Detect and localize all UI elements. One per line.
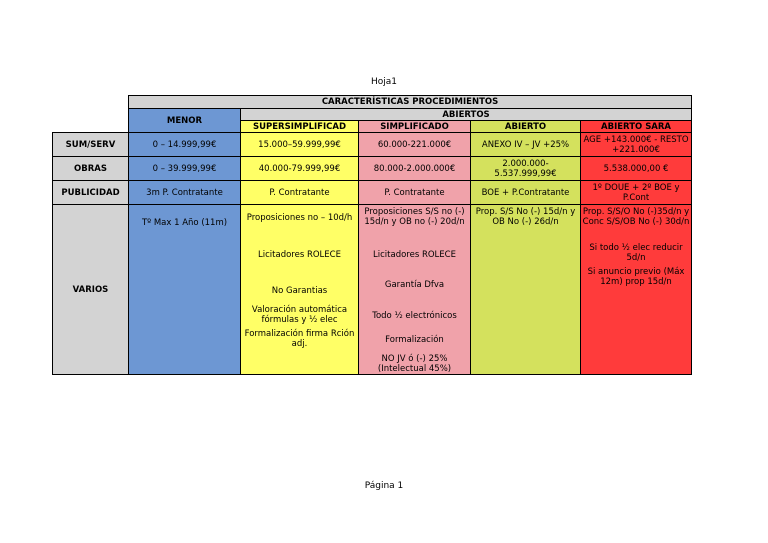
cell-publicidad-menor: 3m P. Contratante	[129, 181, 241, 205]
cell-obras-super: 40.000-79.999,99€	[241, 157, 359, 181]
cell-publicidad-super: P. Contratante	[241, 181, 359, 205]
page-number: Página 1	[364, 481, 404, 491]
cell-sum-serv-menor: 0 – 14.999,99€	[129, 133, 241, 157]
cell-obras-simpl: 80.000-2.000.000€	[359, 157, 471, 181]
cell-sum-serv-sara: AGE +143.000€ - RESTO +221.000€	[581, 133, 692, 157]
cell-varios-sara	[581, 205, 692, 375]
varios-menor-item: Tº Max 1 Año (11m)	[141, 217, 228, 228]
varios-simpl-item: Licitadores ROLECE	[373, 249, 456, 260]
cell-varios-menor	[129, 205, 241, 375]
cell-obras-sara: 5.538.000,00 €	[581, 157, 692, 181]
table-title: CARACTERÍSTICAS PROCEDIMIENTOS	[129, 96, 692, 109]
cell-sum-serv-simpl: 60.000-221.000€	[359, 133, 471, 157]
sheet-title: Hoja1	[370, 77, 397, 87]
blank-corner	[53, 96, 129, 109]
procedures-table	[52, 95, 692, 375]
varios-simpl-item: Todo ½ electrónicos	[372, 310, 457, 321]
table-row	[53, 205, 692, 375]
varios-abierto-item: Prop. S/S No (-) 15d/n y OB No (-) 26d/n	[475, 206, 576, 227]
cell-publicidad-abierto: BOE + P.Contratante	[471, 181, 581, 205]
row-label-sum-serv: SUM/SERV	[53, 133, 129, 157]
header-abierto: ABIERTO	[471, 121, 581, 133]
varios-sara-item: Si anuncio previo (Máx 12m) prop 15d/n	[587, 266, 685, 287]
varios-super-item: Valoración automática fórmulas y ½ elec	[251, 304, 348, 325]
cell-varios-simpl	[359, 205, 471, 375]
row-label-varios: VARIOS	[53, 205, 129, 375]
header-abiertos: ABIERTOS	[241, 109, 692, 121]
row-label-obras: OBRAS	[53, 157, 129, 181]
cell-obras-menor: 0 – 39.999,99€	[129, 157, 241, 181]
header-menor: MENOR	[129, 109, 241, 133]
cell-publicidad-sara: 1º DOUE + 2º BOE y P.Cont	[581, 181, 692, 205]
varios-simpl-item: NO JV ó (-) 25% (Intelectual 45%)	[377, 353, 452, 374]
varios-sara-item: Si todo ½ elec reducir 5d/n	[589, 242, 683, 263]
table-row	[53, 181, 692, 205]
varios-super-item: No Garantias	[271, 285, 328, 296]
table-row	[53, 133, 692, 157]
varios-super-item: Licitadores ROLECE	[258, 249, 341, 260]
varios-simpl-item: Formalización	[385, 334, 444, 345]
table-row	[53, 157, 692, 181]
varios-super-item: Proposiciones no – 10d/h	[246, 212, 353, 223]
row-label-publicidad: PUBLICIDAD	[53, 181, 129, 205]
varios-sara-item: Prop. S/S/O No (-)35d/n y Conc S/S/OB No (-) 30d/n	[582, 206, 690, 227]
varios-simpl-item: Garantía Dfva	[384, 279, 445, 290]
varios-super-item: Formalización firma Rción adj.	[244, 328, 355, 349]
cell-varios-abierto	[471, 205, 581, 375]
header-abierto-sara: ABIERTO SARA	[581, 121, 692, 133]
header-supersimplificado: SUPERSIMPLIFICAD	[241, 121, 359, 133]
cell-sum-serv-super: 15.000–59.999,99€	[241, 133, 359, 157]
cell-obras-abierto: 2.000.000-5.537.999,99€	[471, 157, 581, 181]
header-simplificado: SIMPLIFICADO	[359, 121, 471, 133]
cell-publicidad-simpl: P. Contratante	[359, 181, 471, 205]
cell-sum-serv-abierto: ANEXO IV – JV +25%	[471, 133, 581, 157]
varios-simpl-item: Proposiciones S/S no (-) 15d/n y OB no (-) 20d/n	[364, 206, 465, 227]
cell-varios-super	[241, 205, 359, 375]
